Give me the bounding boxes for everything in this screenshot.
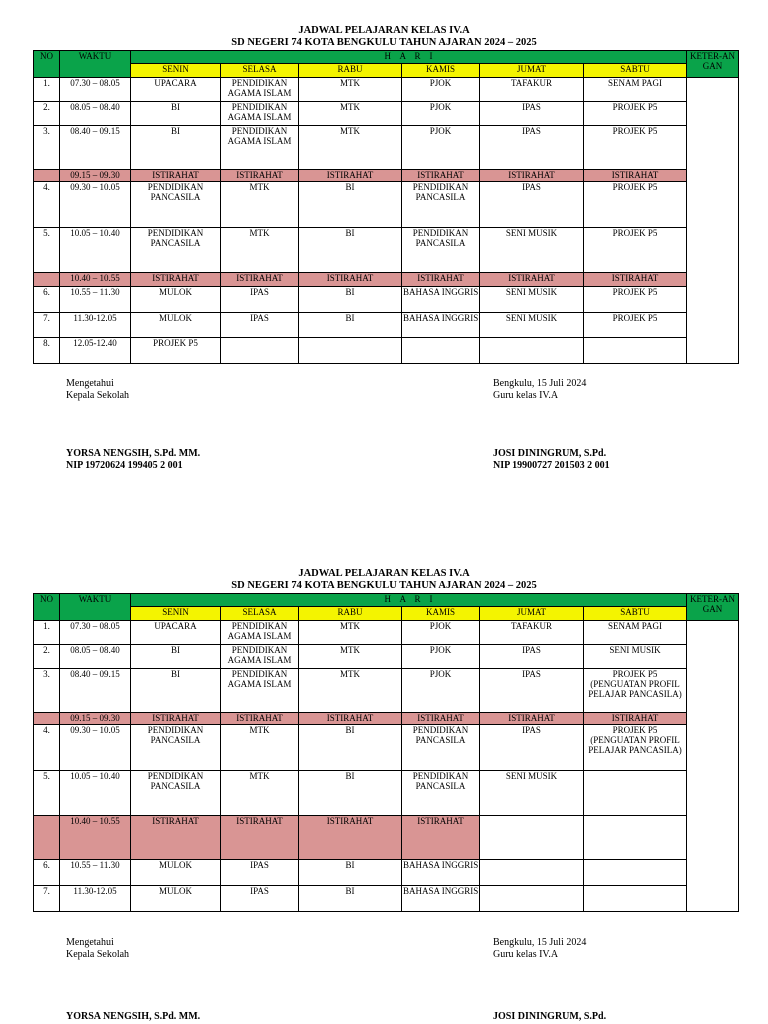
lesson-cell-kamis: PJOK	[402, 126, 480, 170]
lesson-cell-rabu: MTK	[299, 669, 402, 713]
lesson-cell-sabtu: ISTIRAHAT	[584, 273, 687, 287]
lesson-cell-sabtu: PROJEK P5	[584, 126, 687, 170]
lesson-cell-jumat: TAFAKUR	[480, 621, 584, 645]
lesson-cell-kamis: ISTIRAHAT	[402, 273, 480, 287]
row-number: 3.	[34, 669, 60, 713]
lesson-cell-senin: PENDIDIKAN PANCASILA	[131, 228, 221, 273]
schedule-title-line1: JADWAL PELAJARAN KELAS IV.A	[298, 25, 470, 36]
lesson-cell-selasa: ISTIRAHAT	[221, 170, 299, 182]
lesson-cell-selasa: PENDIDIKAN AGAMA ISLAM	[221, 78, 299, 102]
lesson-cell-sabtu: PROJEK P5	[584, 313, 687, 338]
lesson-cell-jumat: IPAS	[480, 126, 584, 170]
day-header-selasa: SELASA	[221, 64, 299, 78]
row-number	[34, 170, 60, 182]
lesson-cell-senin: ISTIRAHAT	[131, 713, 221, 725]
lesson-cell-sabtu: PROJEK P5 (PENGUATAN PROFIL PELAJAR PANCASILA)	[584, 669, 687, 713]
header-no: NO	[34, 51, 60, 78]
day-header-rabu: RABU	[299, 607, 402, 621]
lesson-cell-senin: PROJEK P5	[131, 338, 221, 364]
lesson-cell-senin: MULOK	[131, 287, 221, 313]
row-time: 07.30 – 08.05	[60, 78, 131, 102]
lesson-cell-selasa: ISTIRAHAT	[221, 713, 299, 725]
lesson-cell-kamis: PENDIDIKAN PANCASILA	[402, 771, 480, 816]
lesson-cell-rabu: MTK	[299, 645, 402, 669]
lesson-cell-sabtu: PROJEK P5	[584, 228, 687, 273]
table-row	[34, 725, 739, 771]
lesson-cell-rabu: BI	[299, 228, 402, 273]
table-row	[34, 645, 739, 669]
headmaster-name: YORSA NENGSIH, S.Pd. MM.	[66, 1011, 201, 1022]
lesson-cell-jumat: ISTIRAHAT	[480, 170, 584, 182]
lesson-cell-rabu: BI	[299, 886, 402, 912]
lesson-cell-jumat: SENI MUSIK	[480, 287, 584, 313]
table-row	[34, 126, 739, 170]
row-number: 1.	[34, 621, 60, 645]
day-header-jumat: JUMAT	[480, 607, 584, 621]
lesson-cell-senin: PENDIDIKAN PANCASILA	[131, 725, 221, 771]
lesson-cell-sabtu	[584, 771, 687, 816]
lesson-cell-rabu: ISTIRAHAT	[299, 816, 402, 860]
lesson-cell-selasa: PENDIDIKAN AGAMA ISLAM	[221, 645, 299, 669]
lesson-cell-rabu: ISTIRAHAT	[299, 713, 402, 725]
table-row	[34, 182, 739, 228]
lesson-cell-sabtu: PROJEK P5	[584, 287, 687, 313]
lesson-cell-kamis: PENDIDIKAN PANCASILA	[402, 182, 480, 228]
row-time: 10.55 – 11.30	[60, 860, 131, 886]
lesson-cell-jumat	[480, 860, 584, 886]
lesson-cell-selasa: ISTIRAHAT	[221, 273, 299, 287]
teacher-name: JOSI DININGRUM, S.Pd.	[493, 448, 607, 459]
row-number: 2.	[34, 102, 60, 126]
lesson-cell-rabu: BI	[299, 725, 402, 771]
lesson-cell-jumat	[480, 816, 584, 860]
lesson-cell-senin: BI	[131, 669, 221, 713]
table-row	[34, 860, 739, 886]
lesson-cell-sabtu: ISTIRAHAT	[584, 170, 687, 182]
lesson-cell-senin: PENDIDIKAN PANCASILA	[131, 182, 221, 228]
schedule-2-table	[33, 593, 739, 912]
day-header-kamis: KAMIS	[402, 64, 480, 78]
row-number: 4.	[34, 182, 60, 228]
table-row	[34, 287, 739, 313]
lesson-cell-sabtu: SENAM PAGI	[584, 78, 687, 102]
lesson-cell-senin: BI	[131, 126, 221, 170]
lesson-cell-jumat	[480, 338, 584, 364]
schedule-title-line2: SD NEGERI 74 KOTA BENGKULU TAHUN AJARAN 2024 – 2025	[231, 580, 537, 591]
lesson-cell-rabu: BI	[299, 182, 402, 228]
lesson-cell-rabu: BI	[299, 771, 402, 816]
lesson-cell-kamis: ISTIRAHAT	[402, 713, 480, 725]
header-waktu: WAKTU	[60, 51, 131, 78]
row-time: 09.30 – 10.05	[60, 725, 131, 771]
lesson-cell-kamis: PJOK	[402, 669, 480, 713]
row-number: 6.	[34, 287, 60, 313]
lesson-cell-jumat: IPAS	[480, 669, 584, 713]
table-row	[34, 771, 739, 816]
sign-right-line2: Guru kelas IV.A	[493, 390, 559, 401]
lesson-cell-selasa: PENDIDIKAN AGAMA ISLAM	[221, 126, 299, 170]
lesson-cell-senin: PENDIDIKAN PANCASILA	[131, 771, 221, 816]
break-row	[34, 713, 739, 725]
table-row	[34, 313, 739, 338]
teacher-name: JOSI DININGRUM, S.Pd.	[493, 1011, 607, 1022]
lesson-cell-sabtu: SENI MUSIK	[584, 645, 687, 669]
day-header-senin: SENIN	[131, 64, 221, 78]
day-header-selasa: SELASA	[221, 607, 299, 621]
row-number: 8.	[34, 338, 60, 364]
lesson-cell-kamis	[402, 338, 480, 364]
row-number: 1.	[34, 78, 60, 102]
row-time: 11.30-12.05	[60, 313, 131, 338]
row-time: 08.05 – 08.40	[60, 645, 131, 669]
schedule-title-line2: SD NEGERI 74 KOTA BENGKULU TAHUN AJARAN 2024 – 2025	[231, 37, 537, 48]
lesson-cell-jumat: IPAS	[480, 725, 584, 771]
row-time: 09.30 – 10.05	[60, 182, 131, 228]
row-number: 3.	[34, 126, 60, 170]
lesson-cell-jumat: IPAS	[480, 645, 584, 669]
day-header-kamis: KAMIS	[402, 607, 480, 621]
row-time: 10.05 – 10.40	[60, 228, 131, 273]
lesson-cell-kamis: BAHASA INGGRIS	[402, 886, 480, 912]
lesson-cell-rabu: MTK	[299, 78, 402, 102]
day-header-sabtu: SABTU	[584, 64, 687, 78]
signature-left	[66, 937, 200, 1023]
lesson-cell-kamis: PJOK	[402, 78, 480, 102]
row-time: 11.30-12.05	[60, 886, 131, 912]
lesson-cell-senin: BI	[131, 102, 221, 126]
row-time: 08.40 – 09.15	[60, 669, 131, 713]
lesson-cell-selasa: PENDIDIKAN AGAMA ISLAM	[221, 621, 299, 645]
lesson-cell-senin: ISTIRAHAT	[131, 816, 221, 860]
day-header-jumat: JUMAT	[480, 64, 584, 78]
sign-right-line1: Bengkulu, 15 Juli 2024	[493, 937, 587, 948]
lesson-cell-jumat: SENI MUSIK	[480, 228, 584, 273]
lesson-cell-sabtu: SENAM PAGI	[584, 621, 687, 645]
lesson-cell-rabu: BI	[299, 313, 402, 338]
header-keterangan: KETER-ANGAN	[687, 51, 739, 78]
lesson-cell-selasa	[221, 338, 299, 364]
lesson-cell-senin: ISTIRAHAT	[131, 273, 221, 287]
row-number: 2.	[34, 645, 60, 669]
lesson-cell-jumat: IPAS	[480, 102, 584, 126]
break-row	[34, 170, 739, 182]
lesson-cell-selasa: PENDIDIKAN AGAMA ISLAM	[221, 669, 299, 713]
lesson-cell-sabtu	[584, 860, 687, 886]
table-row	[34, 621, 739, 645]
lesson-cell-sabtu: ISTIRAHAT	[584, 713, 687, 725]
lesson-cell-rabu: MTK	[299, 126, 402, 170]
header-no: NO	[34, 594, 60, 621]
lesson-cell-senin: BI	[131, 645, 221, 669]
day-header-sabtu: SABTU	[584, 607, 687, 621]
headmaster-nip: NIP 19720624 199405 2 001	[66, 460, 183, 471]
row-time: 10.55 – 11.30	[60, 287, 131, 313]
lesson-cell-kamis: BAHASA INGGRIS	[402, 287, 480, 313]
lesson-cell-selasa: ISTIRAHAT	[221, 816, 299, 860]
row-number: 5.	[34, 771, 60, 816]
row-number	[34, 713, 60, 725]
sign-left-line2: Kepala Sekolah	[66, 390, 130, 401]
lesson-cell-jumat	[480, 886, 584, 912]
header-hari: H A R I	[131, 51, 687, 64]
row-time: 07.30 – 08.05	[60, 621, 131, 645]
lesson-cell-rabu	[299, 338, 402, 364]
schedule-title-line1: JADWAL PELAJARAN KELAS IV.A	[298, 568, 470, 579]
sign-left-line1: Mengetahui	[66, 937, 114, 948]
lesson-cell-senin: UPACARA	[131, 621, 221, 645]
lesson-cell-rabu: BI	[299, 287, 402, 313]
row-time: 08.05 – 08.40	[60, 102, 131, 126]
row-time: 10.40 – 10.55	[60, 273, 131, 287]
lesson-cell-senin: UPACARA	[131, 78, 221, 102]
lesson-cell-rabu: ISTIRAHAT	[299, 273, 402, 287]
header-waktu: WAKTU	[60, 594, 131, 621]
table-row	[34, 669, 739, 713]
row-time: 08.40 – 09.15	[60, 126, 131, 170]
lesson-cell-kamis: BAHASA INGGRIS	[402, 313, 480, 338]
teacher-nip: NIP 19900727 201503 2 001	[493, 460, 610, 471]
lesson-cell-selasa: MTK	[221, 228, 299, 273]
sign-right-line1: Bengkulu, 15 Juli 2024	[493, 378, 587, 389]
sign-left-line2: Kepala Sekolah	[66, 949, 130, 960]
lesson-cell-selasa: IPAS	[221, 313, 299, 338]
lesson-cell-senin: MULOK	[131, 886, 221, 912]
lesson-cell-kamis: PENDIDIKAN PANCASILA	[402, 228, 480, 273]
lesson-cell-selasa: MTK	[221, 182, 299, 228]
row-number: 6.	[34, 860, 60, 886]
lesson-cell-jumat: SENI MUSIK	[480, 771, 584, 816]
lesson-cell-jumat: SENI MUSIK	[480, 313, 584, 338]
lesson-cell-jumat: ISTIRAHAT	[480, 713, 584, 725]
lesson-cell-selasa: IPAS	[221, 886, 299, 912]
lesson-cell-selasa: IPAS	[221, 860, 299, 886]
lesson-cell-rabu: BI	[299, 860, 402, 886]
lesson-cell-sabtu: PROJEK P5	[584, 182, 687, 228]
row-time: 10.40 – 10.55	[60, 816, 131, 860]
keterangan-cell	[687, 621, 739, 912]
lesson-cell-senin: MULOK	[131, 860, 221, 886]
lesson-cell-jumat: ISTIRAHAT	[480, 273, 584, 287]
lesson-cell-senin: ISTIRAHAT	[131, 170, 221, 182]
lesson-cell-sabtu: PROJEK P5	[584, 102, 687, 126]
signature-right	[493, 378, 610, 472]
lesson-cell-kamis: PJOK	[402, 621, 480, 645]
lesson-cell-kamis: PJOK	[402, 645, 480, 669]
headmaster-name: YORSA NENGSIH, S.Pd. MM.	[66, 448, 201, 459]
lesson-cell-kamis: PENDIDIKAN PANCASILA	[402, 725, 480, 771]
row-number: 4.	[34, 725, 60, 771]
lesson-cell-selasa: IPAS	[221, 287, 299, 313]
keterangan-cell	[687, 78, 739, 364]
lesson-cell-selasa: PENDIDIKAN AGAMA ISLAM	[221, 102, 299, 126]
table-row	[34, 228, 739, 273]
sign-left-line1: Mengetahui	[66, 378, 114, 389]
lesson-cell-rabu: MTK	[299, 621, 402, 645]
break-row	[34, 273, 739, 287]
lesson-cell-selasa: MTK	[221, 771, 299, 816]
row-time: 09.15 – 09.30	[60, 170, 131, 182]
table-row	[34, 338, 739, 364]
lesson-cell-sabtu	[584, 816, 687, 860]
table-row	[34, 78, 739, 102]
table-row	[34, 886, 739, 912]
row-number	[34, 816, 60, 860]
day-header-senin: SENIN	[131, 607, 221, 621]
lesson-cell-rabu: ISTIRAHAT	[299, 170, 402, 182]
row-time: 09.15 – 09.30	[60, 713, 131, 725]
schedule-2-title	[0, 568, 768, 592]
lesson-cell-sabtu: PROJEK P5 (PENGUATAN PROFIL PELAJAR PANCASILA)	[584, 725, 687, 771]
schedule-1-title	[0, 25, 768, 49]
sign-right-line2: Guru kelas IV.A	[493, 949, 559, 960]
table-row	[34, 102, 739, 126]
signature-right	[493, 937, 606, 1023]
lesson-cell-kamis: ISTIRAHAT	[402, 170, 480, 182]
header-hari: H A R I	[131, 594, 687, 607]
signature-left	[66, 378, 200, 472]
lesson-cell-jumat: TAFAKUR	[480, 78, 584, 102]
lesson-cell-jumat: IPAS	[480, 182, 584, 228]
row-number: 7.	[34, 886, 60, 912]
row-number	[34, 273, 60, 287]
lesson-cell-kamis: BAHASA INGGRIS	[402, 860, 480, 886]
lesson-cell-rabu: MTK	[299, 102, 402, 126]
row-number: 7.	[34, 313, 60, 338]
schedule-1-table	[33, 50, 739, 364]
row-number: 5.	[34, 228, 60, 273]
header-keterangan: KETER-ANGAN	[687, 594, 739, 621]
lesson-cell-kamis: ISTIRAHAT	[402, 816, 480, 860]
row-time: 12.05-12.40	[60, 338, 131, 364]
lesson-cell-selasa: MTK	[221, 725, 299, 771]
lesson-cell-kamis: PJOK	[402, 102, 480, 126]
lesson-cell-sabtu	[584, 886, 687, 912]
day-header-rabu: RABU	[299, 64, 402, 78]
lesson-cell-sabtu	[584, 338, 687, 364]
row-time: 10.05 – 10.40	[60, 771, 131, 816]
break-row	[34, 816, 739, 860]
lesson-cell-senin: MULOK	[131, 313, 221, 338]
